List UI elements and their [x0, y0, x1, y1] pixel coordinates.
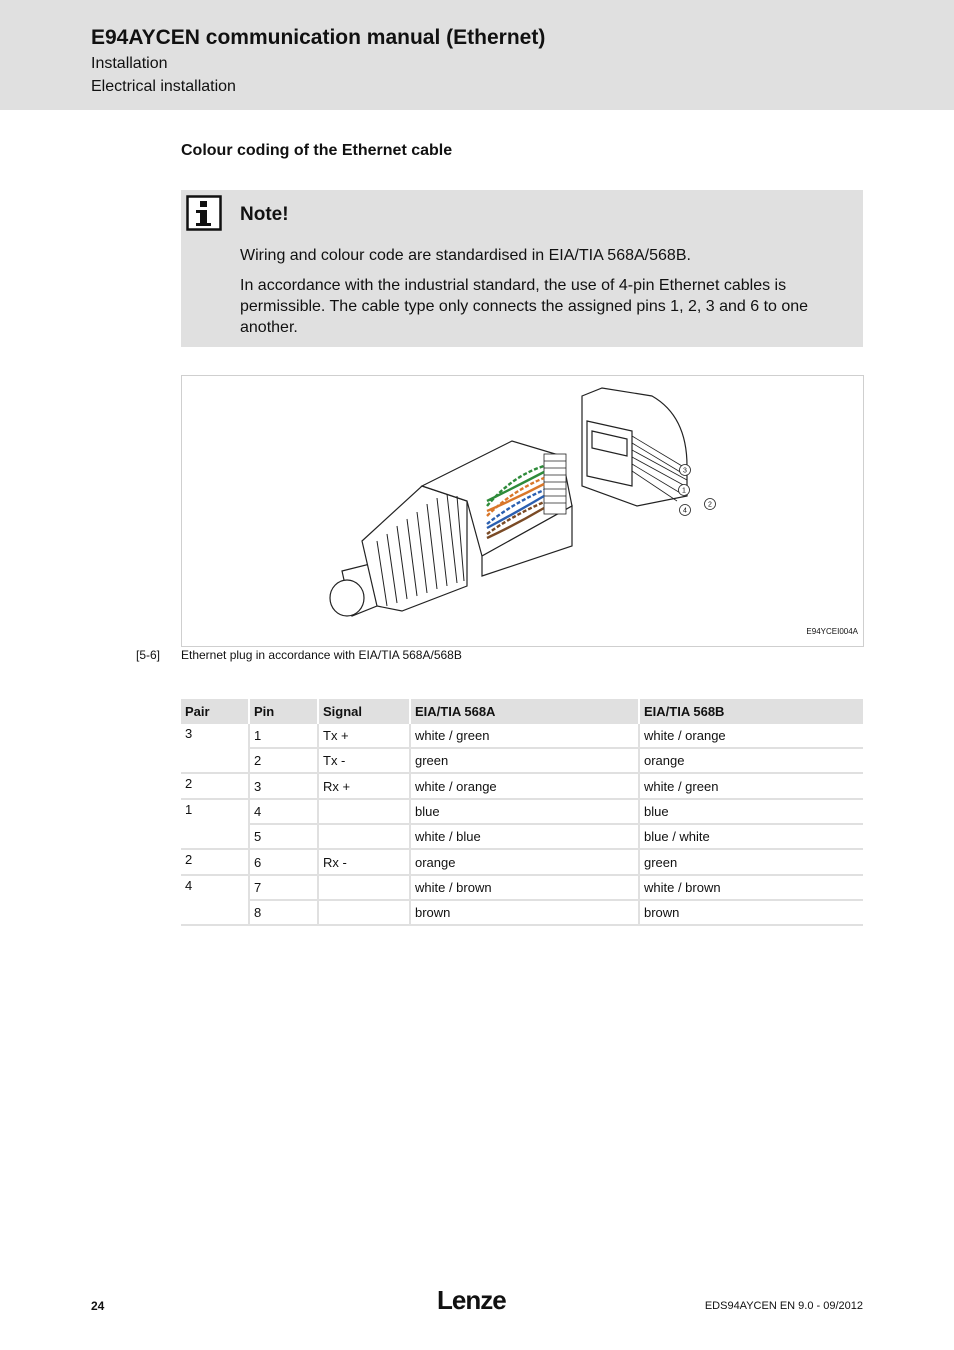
- 568a-cell: white / brown: [410, 875, 639, 900]
- pair-cell: 2: [181, 773, 249, 799]
- table-row: [181, 824, 863, 849]
- table-row: [181, 849, 863, 875]
- chapter-title: Installation: [91, 55, 168, 72]
- pair-cell: [181, 824, 249, 849]
- 568b-cell: blue / white: [639, 824, 863, 849]
- note-heading: Note!: [240, 204, 289, 225]
- pair-label-text: 3: [683, 467, 687, 475]
- section-breadcrumb: Electrical installation: [91, 78, 236, 95]
- pin-cell: 6: [249, 849, 318, 875]
- figure-code: E94YCEI004A: [806, 627, 858, 636]
- 568a-cell: white / green: [410, 724, 639, 748]
- signal-cell: [318, 824, 410, 849]
- table-header-row: [181, 699, 863, 724]
- signal-cell: [318, 900, 410, 925]
- ethernet-plug-drawing: [182, 376, 863, 646]
- col-signal-header: Signal: [318, 699, 410, 724]
- signal-cell: Tx +: [318, 724, 410, 748]
- 568b-cell: green: [639, 849, 863, 875]
- 568b-cell: white / brown: [639, 875, 863, 900]
- pin-cell: 7: [249, 875, 318, 900]
- col-568a-header: EIA/TIA 568A: [410, 699, 639, 724]
- pair-cell: 2: [181, 849, 249, 875]
- pin-cell: 5: [249, 824, 318, 849]
- signal-cell: Tx -: [318, 748, 410, 773]
- 568b-cell: white / green: [639, 773, 863, 799]
- pin-cell: 4: [249, 799, 318, 824]
- manual-title: E94AYCEN communication manual (Ethernet): [91, 26, 546, 49]
- figure-number: [5-6]: [136, 648, 161, 662]
- pair-label-text: 1: [682, 487, 686, 495]
- table-row: [181, 724, 863, 748]
- 568a-cell: orange: [410, 849, 639, 875]
- 568a-cell: brown: [410, 900, 639, 925]
- 568b-cell: brown: [639, 900, 863, 925]
- table-row: [181, 799, 863, 824]
- pin-cell: 3: [249, 773, 318, 799]
- table-row: [181, 748, 863, 773]
- 568b-cell: orange: [639, 748, 863, 773]
- document-id: EDS94AYCEN EN 9.0 - 09/2012: [704, 1300, 863, 1312]
- page-header: [0, 0, 954, 110]
- info-icon: [186, 195, 222, 231]
- pair-cell: [181, 748, 249, 773]
- signal-cell: [318, 875, 410, 900]
- signal-cell: Rx +: [318, 773, 410, 799]
- note-paragraph: Wiring and colour code are standardised in EIA/TIA 568A/568B.: [240, 247, 691, 264]
- pair-cell: 1: [185, 802, 193, 817]
- signal-cell: [318, 799, 410, 824]
- table-row: [181, 900, 863, 925]
- col-pair-header: Pair: [181, 699, 249, 724]
- lenze-logo: Lenze: [437, 1285, 506, 1315]
- 568a-cell: white / blue: [410, 824, 639, 849]
- pin-cell: 1: [249, 724, 318, 748]
- signal-cell: Rx -: [318, 849, 410, 875]
- figure-caption: Ethernet plug in accordance with EIA/TIA 568A/568B: [181, 648, 462, 662]
- 568a-cell: green: [410, 748, 639, 773]
- 568a-cell: blue: [410, 799, 639, 824]
- table-row: [181, 875, 863, 900]
- pin-assignment-table: [181, 699, 863, 926]
- 568b-cell: white / orange: [639, 724, 863, 748]
- pair-cell: 3: [185, 726, 193, 741]
- pair-label-text: 4: [683, 507, 687, 515]
- pair-label-text: 2: [708, 501, 712, 509]
- 568a-cell: white / orange: [410, 773, 639, 799]
- page-number: 24: [91, 1299, 105, 1313]
- section-heading: Colour coding of the Ethernet cable: [181, 142, 453, 159]
- note-box: [181, 190, 863, 347]
- note-paragraph: In accordance with the industrial standard, the use of 4-pin Ethernet cables is permissible. The cable type only connects the assigned pins 1, 2, 3 and 6 to one another.: [240, 277, 809, 336]
- pin-cell: 8: [249, 900, 318, 925]
- figure-ethernet-plug: [181, 375, 864, 647]
- pair-cell: [181, 900, 249, 925]
- pin-cell: 2: [249, 748, 318, 773]
- col-568b-header: EIA/TIA 568B: [639, 699, 863, 724]
- table-row: [181, 773, 863, 799]
- 568b-cell: blue: [639, 799, 863, 824]
- col-pin-header: Pin: [249, 699, 318, 724]
- pair-cell: 4: [185, 878, 193, 893]
